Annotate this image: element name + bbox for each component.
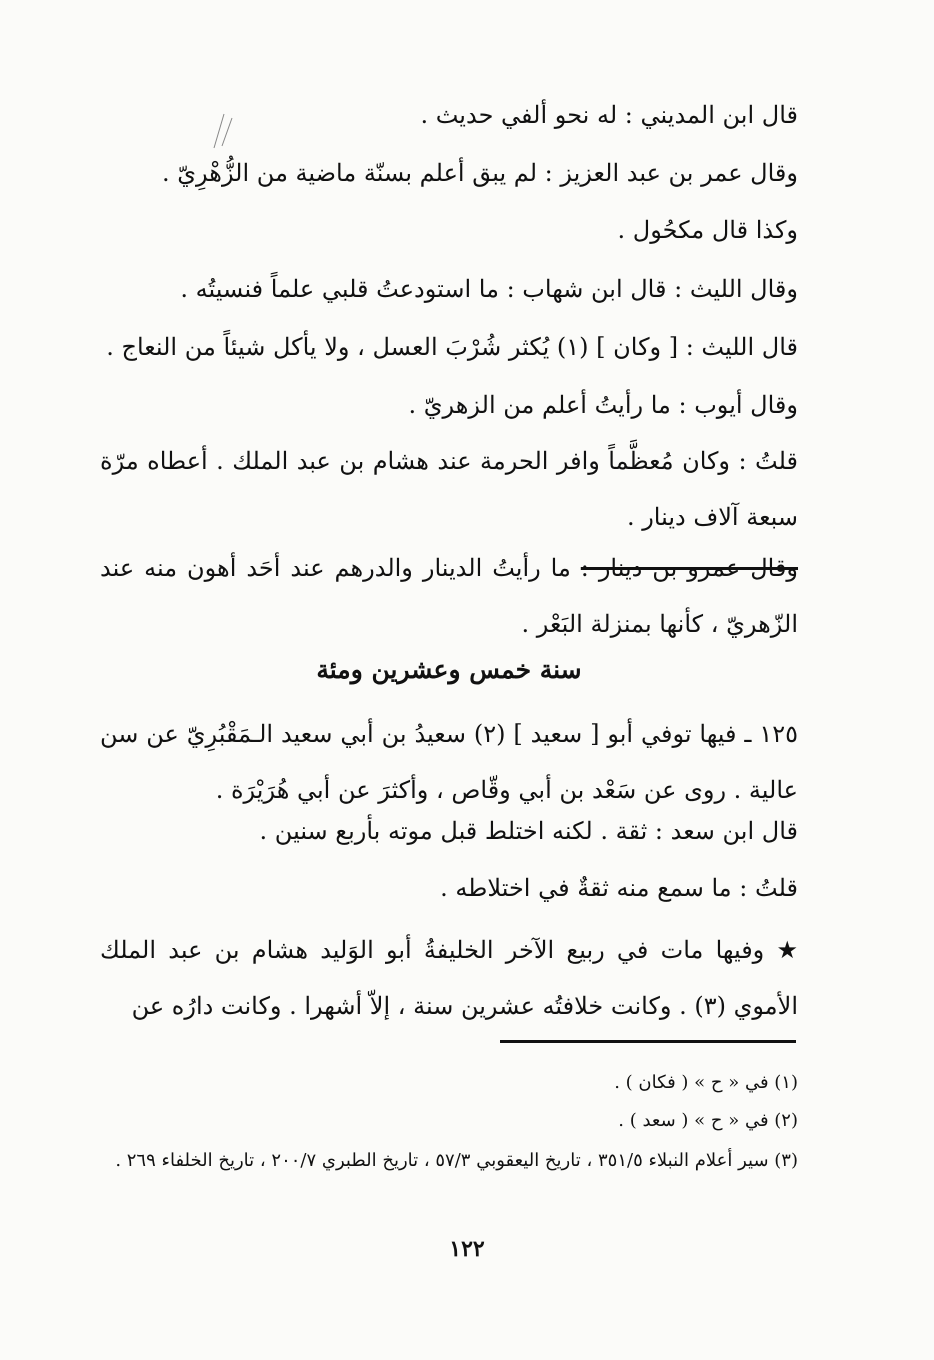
- line-11: قلتُ : ما سمع منه ثقةٌ في اختلاطه .: [440, 874, 798, 902]
- line-5: قال الليث : [ وكان ] (١) يُكثر شُرْبَ العسل ، ولا يأكل شيئاً من النعاج .: [106, 333, 798, 361]
- paragraph-9: ١٢٥ ـ فيها توفي أبو [ سعيد ] (٢) سعيدُ بن أبي سعيد الـمَقْبُرِيّ عن سن عالية . روى عن سَعْد بن أبي وقّاص ، وأكثرَ عن أبي هُرَيْرَة .: [100, 720, 798, 804]
- section-heading: سنة خمس وعشرين ومئة: [316, 655, 582, 684]
- struck-text: وقال عمرو بن دينار :: [580, 554, 799, 582]
- page-number: ١٢٢: [449, 1236, 485, 1262]
- paragraph-12: ★ وفيها مات في ربيع الآخر الخليفةُ أبو الوَليد هشام بن عبد الملك الأموي (٣) . وكانت خلافتُه عشرين سنة ، إلاّ أشهرا . وكانت دارُه عن: [100, 936, 798, 1020]
- line-6: وقال أيوب : ما رأيتُ أعلم من الزهريّ .: [408, 391, 798, 419]
- footnote-1: (١) في « ح » ( فكان ) .: [614, 1072, 798, 1093]
- paragraph-7: قلتُ : وكان مُعظَّماً وافر الحرمة عند هشام بن عبد الملك . أعطاه مرّة سبعة آلاف دينار .: [100, 447, 798, 531]
- footnote-2: (٢) في « ح » ( سعد ) .: [618, 1110, 798, 1131]
- footnote-3: (٣) سير أعلام النبلاء ٣٥١/٥ ، تاريخ اليعقوبي ٥٧/٣ ، تاريخ الطبري ٢٠٠/٧ ، تاريخ الخلفاء ٢٦٩ .: [115, 1150, 798, 1171]
- line-2: وقال عمر بن عبد العزيز : لم يبق أعلم بسنّة ماضية من الزُّهْرِيّ .: [162, 159, 798, 187]
- line-1: قال ابن المديني : له نحو ألفي حديث .: [420, 101, 798, 129]
- line-4: وقال الليث : قال ابن شهاب : ما استودعتُ قلبي علماً فنسيتُه .: [180, 275, 798, 303]
- footnote-divider: [500, 1040, 796, 1043]
- line-3: وكذا قال مكحُول .: [617, 216, 798, 244]
- paragraph-8: [100, 540, 798, 652]
- paragraph-8-text: ما رأيتُ الدينار والدرهم عند أحَد أهون منه عند الزّهريّ ، كأنها بمنزلة البَعْر .: [100, 554, 798, 638]
- line-10: قال ابن سعد : ثقة . لكنه اختلط قبل موته بأربع سنين .: [259, 817, 798, 845]
